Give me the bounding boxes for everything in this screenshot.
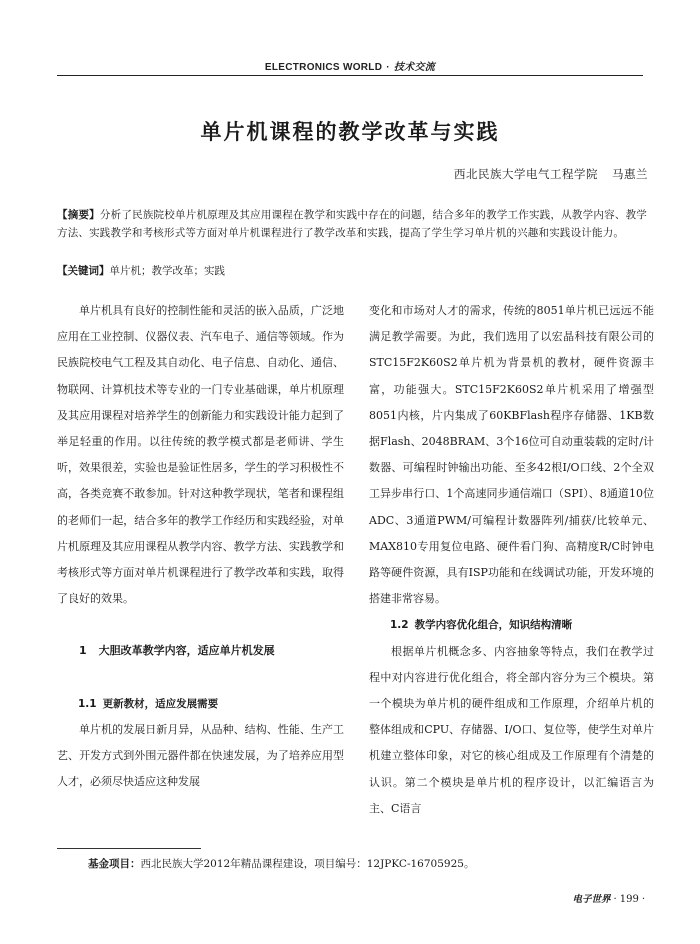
keywords-label: 【关键词】 <box>57 265 110 277</box>
section-name: 技术交流 <box>393 62 436 73</box>
author: 马惠兰 <box>612 167 648 181</box>
abstract-label: 【摘要】 <box>57 209 100 221</box>
section-1-title: 大胆改革教学内容，适应单片机发展 <box>98 644 275 658</box>
spacer <box>57 612 344 638</box>
right-column <box>369 298 654 822</box>
footnote <box>88 856 474 871</box>
section-1-1-title: 更新教材，适应发展需要 <box>102 697 219 710</box>
keywords <box>57 262 647 280</box>
section-1-1-paragraph: 单片机的发展日新月异，从品种、结构、性能、生产工艺、开发方式到外围元器件都在快速发展，为了培养应用型人才，必须尽快适应这种发展 <box>57 722 344 789</box>
footer-dot: · <box>613 894 617 905</box>
footnote-label: 基金项目： <box>88 858 141 870</box>
footer-dot: · <box>641 894 645 905</box>
footnote-text: 西北民族大学2012年精品课程建设，项目编号：12JPKC-16705925。 <box>140 858 475 870</box>
institution: 西北民族大学电气工程学院 <box>454 167 598 181</box>
abstract <box>57 206 647 242</box>
section-1-2-title: 教学内容优化组合，知识结构清晰 <box>414 619 573 632</box>
section-1-2-number: 1.2 <box>390 619 409 632</box>
article-title: 单片机课程的教学改革与实践 <box>200 120 500 144</box>
page-number: 199 <box>619 894 639 905</box>
abstract-text: 分析了民族院校单片机原理及其应用课程在教学和实践中存在的问题，结合多年的教学工作实践，从教学内容、教学方法、实践教学和考核形式等方面对单片机课程进行了教学改革和实践，提高了学生学习单片机的兴趣和实践设计能力。 <box>57 209 647 239</box>
header-separator: · <box>386 62 390 73</box>
intro-paragraph: 单片机具有良好的控制性能和灵活的嵌入品质，广泛地应用在工业控制、仪器仪表、汽车电子、通信等领域。作为民族院校电气工程及其自动化、电子信息、自动化、通信、物联网、计算机技术等专业的一门专业基础课，单片机原理及其应用课程对培养学生的创新能力和实践设计能力起到了举足轻重的作用。以往传统的教学模式都是老师讲、学生听，效果很差，实验也是验证性居多，学生的学习积极性不高，各类竞赛不敢参加。针对这种教学现状，笔者和课程组的老师们一起，结合多年的教学工作经历和实践经验，对单片机原理及其应用课程从教学内容、教学方法、实践教学和考核形式等方面对单片机课程进行了教学改革和实践，取得了良好的效果。 <box>57 304 344 606</box>
keywords-text: 单片机；教学改革；实践 <box>109 265 225 277</box>
section-1-1-heading <box>57 691 344 717</box>
spacer <box>57 665 344 691</box>
section-1-2-paragraph: 根据单片机概念多、内容抽象等特点，我们在教学过程中对内容进行优化组合，将全部内容分为三个模块。第一个模块为单片机的硬件组成和工作原理，介绍单片机的整体组成和CPU、存储器、I/O口、复位等，使学生对单片机建立整体印象，对它的核心组成及工作原理有个清楚的认识。第二个模块是单片机的程序设计，以汇编语言为主、C语言 <box>369 644 654 815</box>
header-rule <box>57 75 643 76</box>
section-1-1-number: 1.1 <box>78 697 97 710</box>
page-footer <box>573 891 648 905</box>
left-column <box>57 298 344 795</box>
journal-name: ELECTRONICS WORLD <box>264 62 383 73</box>
section-1-2-heading <box>369 612 654 638</box>
affiliation <box>454 166 648 182</box>
section-1-number: 1 <box>79 644 87 658</box>
continued-paragraph: 变化和市场对人才的需求，传统的8051单片机已远远不能满足教学需要。为此，我们选用了以宏晶科技有限公司的STC15F2K60S2单片机为背景机的教材，硬件资源丰富，功能强大。STC15F2K60S2单片机采用了增强型8051内核，片内集成了60KBFlash程序存储器、1KB数据Flash、2048BRAM、3个16位可自动重装载的定时/计数器、可编程时钟输出功能、至多42根I/O口线、2个全双工异步串行口、1个高速同步通信端口（SPI）、8通道10位ADC、3通道PWM/可编程计数器阵列/捕获/比较单元、MAX810专用复位电路、硬件看门狗、高精度R/C时钟电路等硬件资源，具有ISP功能和在线调试功能，开发环境的搭建非常容易。 <box>369 304 654 606</box>
footer-journal: 电子世界 <box>572 894 611 905</box>
footnote-rule <box>57 848 201 849</box>
running-header <box>0 58 700 73</box>
section-1-heading <box>57 638 344 664</box>
